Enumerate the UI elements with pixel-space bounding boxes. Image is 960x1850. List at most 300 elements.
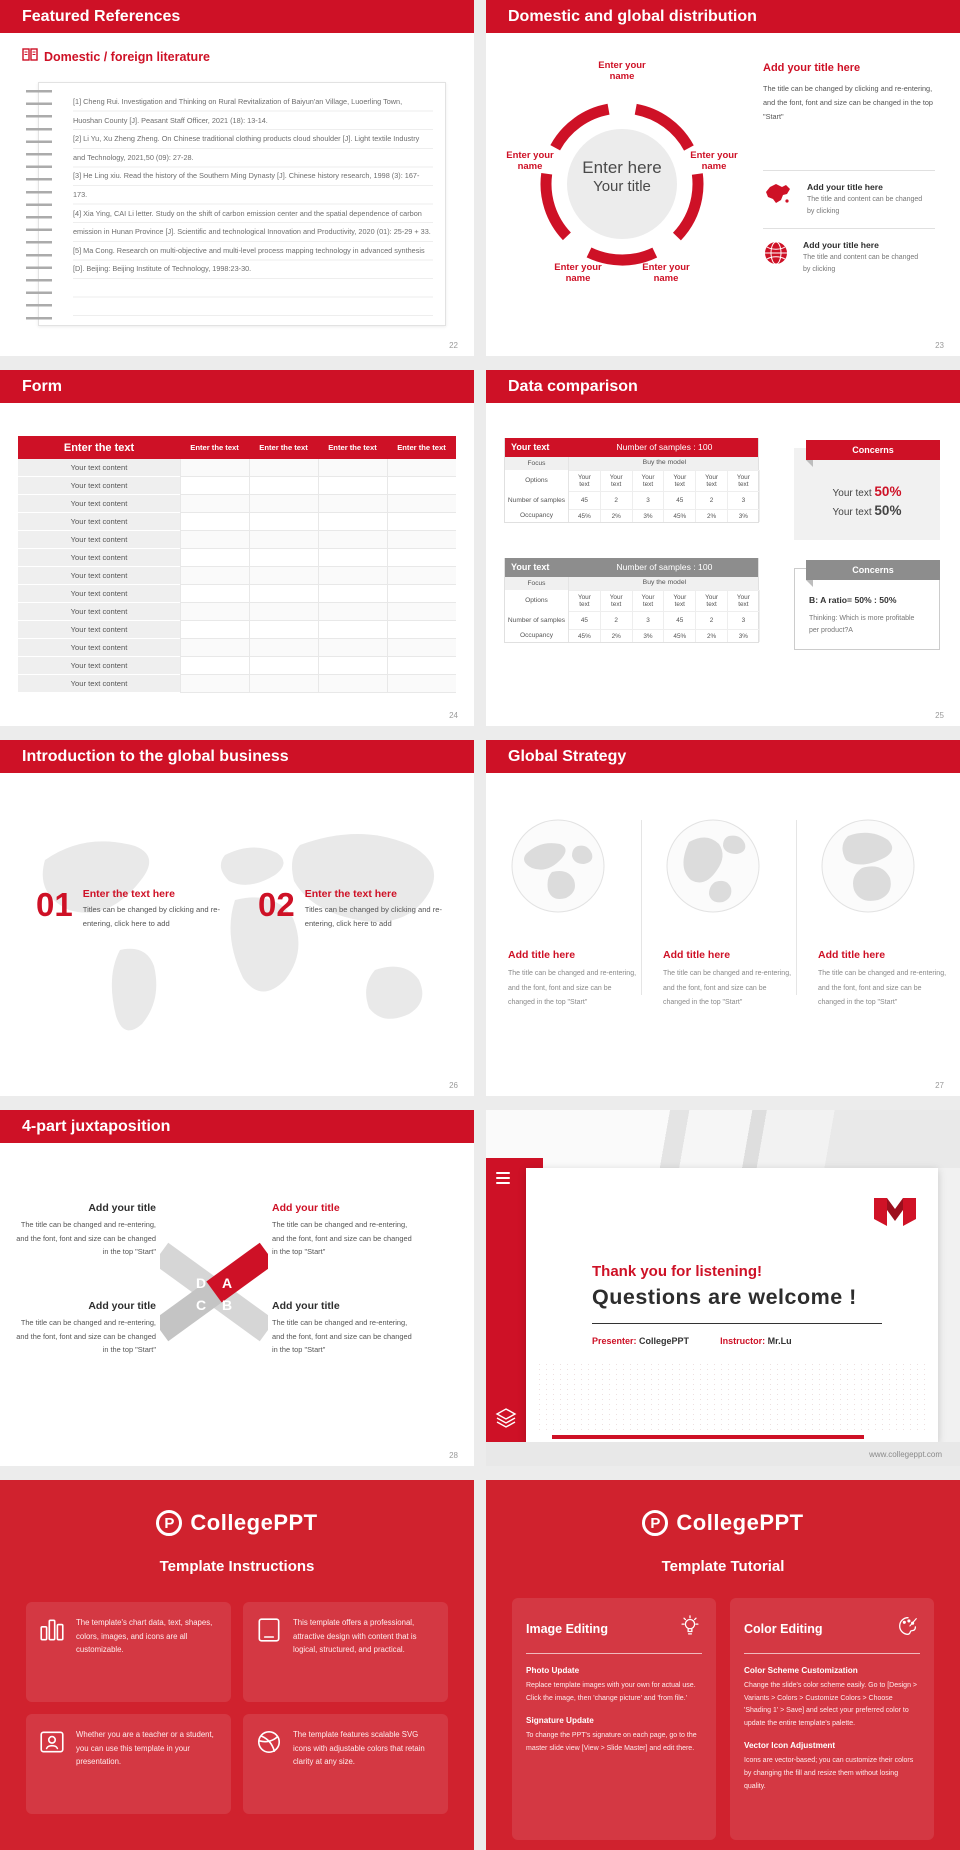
table-cell-empty: [249, 603, 318, 621]
section-body: Change the slide's color scheme easily. Go to [Design > Variants > Colors > Customize Colors > Choose 'Shading 1' > Save] and select your preferred color to update the entire template's palette.: [744, 1682, 917, 1727]
table-cell-empty: [387, 477, 456, 495]
section-body: To change the PPT's signature on each page, go to the master slide view [View > Slide Master] and edit there.: [526, 1732, 697, 1752]
svg-text:D: D: [195, 1275, 207, 1291]
table-cell-empty: [387, 531, 456, 549]
table-cell-empty: [387, 639, 456, 657]
numbered-item: [258, 888, 445, 932]
table-cell-empty: [180, 675, 249, 693]
m-logo-icon: [874, 1196, 916, 1233]
quadrant-title: Add your title: [272, 1202, 340, 1214]
quadrant-body: The title can be changed and re-entering, and the font, font and size can be changed in the top "Start": [272, 1220, 412, 1257]
column-header: Enter the text: [397, 443, 446, 452]
row-label: Focus: [505, 457, 569, 470]
hamburger-menu-icon: [496, 1172, 510, 1187]
open-book-icon: [22, 48, 38, 66]
table-cell-empty: [249, 459, 318, 477]
page-number: 23: [935, 341, 944, 350]
concerns-panel-red: [794, 440, 940, 540]
panel-body: [794, 448, 940, 540]
slide-thank-you[interactable]: [486, 1110, 960, 1466]
column-title: Add title here: [663, 949, 731, 961]
concern-text: Your text: [832, 488, 872, 499]
thinking-text: Thinking: Which is more profitable per product?A: [809, 615, 915, 634]
comparison-table-1: [504, 438, 759, 523]
row-label: Your text content: [18, 675, 180, 693]
table-cell-empty: [318, 585, 387, 603]
cell: Your text: [696, 470, 728, 491]
cell: 3%: [728, 509, 760, 522]
section-body: Replace template images with your own for actual use. Click the image, then 'change picture' and 'from file.': [526, 1682, 696, 1702]
brand-logo: [0, 1510, 474, 1536]
cell: Your text: [696, 590, 728, 611]
instructor-label: Instructor:: [720, 1336, 766, 1346]
cell: 45%: [569, 509, 601, 522]
item-body: The title and content can be changed by clicking: [803, 254, 919, 273]
cell: 45: [664, 491, 696, 509]
table-row: [505, 491, 758, 509]
row-label: Number of samples: [505, 611, 569, 629]
row-value: Buy the model: [642, 459, 687, 466]
spiral-binding-icon: [26, 87, 52, 321]
cell: 45%: [569, 629, 601, 642]
quadrant-bottom-left: [16, 1300, 156, 1357]
instruction-card: [26, 1714, 231, 1814]
card-title: Image Editing: [526, 1621, 608, 1636]
row-label: Your text content: [18, 657, 180, 675]
diagram-node-label: Enter your name: [642, 262, 690, 285]
row-label: Your text content: [18, 621, 180, 639]
concern-value: 50%: [874, 484, 902, 499]
block-body: The title can be changed by clicking and re-entering, and the font, font and size can be changed in the top "Start": [763, 84, 933, 122]
top-band: [486, 1110, 960, 1168]
table-cell-empty: [249, 513, 318, 531]
page-number: 25: [935, 711, 944, 720]
quadrant-top-left: [16, 1202, 156, 1259]
page-number: 26: [449, 1081, 458, 1090]
table-row: [18, 513, 456, 531]
table-cell-empty: [387, 621, 456, 639]
instruction-card: [243, 1602, 448, 1702]
table-cell-empty: [318, 639, 387, 657]
quadrant-title: Add your title: [88, 1300, 156, 1312]
table-cell-empty: [318, 459, 387, 477]
cell: 2%: [601, 509, 633, 522]
table-row: [18, 657, 456, 675]
table-cell-empty: [318, 513, 387, 531]
row-label: Focus: [505, 577, 569, 590]
item-number: 01: [36, 886, 73, 923]
section-subtitle: Signature Update: [526, 1716, 594, 1726]
item-title: Enter the text here: [82, 888, 175, 900]
table-cell-empty: [318, 675, 387, 693]
cell: 3%: [633, 629, 665, 642]
cell: Your text: [601, 470, 633, 491]
table-row: [18, 567, 456, 585]
card-title: Color Editing: [744, 1621, 823, 1636]
dribbble-ball-icon: [255, 1728, 283, 1800]
svg-text:B: B: [221, 1297, 233, 1313]
panel-template-tutorial: [486, 1480, 960, 1850]
concern-line: [794, 484, 940, 499]
brand-name: CollegePPT: [676, 1510, 804, 1535]
table-row: [18, 603, 456, 621]
section-subtitle: Color Scheme Customization: [744, 1666, 858, 1675]
instruction-card: [243, 1714, 448, 1814]
concerns-panel-gray: [794, 560, 940, 650]
slide-data-comparison[interactable]: [486, 370, 960, 726]
tutorial-card-image-editing: [512, 1598, 716, 1840]
row-label: Your text content: [18, 639, 180, 657]
table-name: Your text: [511, 442, 550, 452]
card-text: Whether you are a teacher or a student, you can use this template in your presentation.: [76, 1730, 214, 1767]
panel-body: [794, 568, 940, 650]
table-cell-empty: [387, 549, 456, 567]
underline-rule: [592, 1323, 882, 1324]
quadrant-top-right: [272, 1202, 412, 1259]
svg-text:C: C: [195, 1297, 207, 1313]
table-row: [18, 459, 456, 477]
table-cell-empty: [387, 585, 456, 603]
row-label: Your text content: [18, 513, 180, 531]
cell: Your text: [728, 470, 760, 491]
table-row: [18, 621, 456, 639]
slide-global-strategy[interactable]: [486, 740, 960, 1096]
slide-title: Form: [0, 370, 474, 403]
thank-you-line2: Questions are welcome !: [592, 1285, 857, 1309]
table-name: Your text: [511, 562, 550, 572]
table-cell-empty: [318, 477, 387, 495]
column-header: Enter the text: [190, 443, 239, 452]
row-label: Number of samples: [505, 491, 569, 509]
cell: Your text: [664, 470, 696, 491]
globe-icon: [508, 816, 608, 916]
table-cell-empty: [249, 531, 318, 549]
slide-4-part-juxtaposition[interactable]: [0, 1110, 474, 1466]
item-title: Add your title here: [803, 240, 879, 250]
table-row: [505, 577, 758, 590]
column-title: Add title here: [818, 949, 886, 961]
notebook-panel: [38, 82, 446, 326]
cell: 45: [664, 611, 696, 629]
instruction-cards: [26, 1602, 448, 1814]
quadrant-body: The title can be changed and re-entering, and the font, font and size can be changed in the top "Start": [272, 1318, 412, 1355]
table-cell-empty: [180, 477, 249, 495]
list-item: [763, 182, 941, 218]
table-cell-empty: [249, 549, 318, 567]
table-cell-empty: [249, 567, 318, 585]
slide-title: Featured References: [0, 0, 474, 33]
tutorial-cards: [512, 1598, 934, 1840]
column-body: The title can be changed and re-entering, and the font, font and size can be changed in the top "Start": [818, 970, 947, 1007]
presenter-name: CollegePPT: [639, 1336, 690, 1346]
circle-p-logo-icon: P: [156, 1510, 182, 1536]
panel-heading: Template Tutorial: [661, 1558, 785, 1575]
china-map-icon: [763, 182, 793, 218]
reference-item: [3] He Ling xiu. Read the history of the Southern Ming Dynasty [J]. Chinese history research, 1998 (3): 167-173.: [73, 171, 420, 199]
table-cell-empty: [249, 495, 318, 513]
item-body: Titles can be changed by clicking and re-entering, click here to add: [304, 905, 443, 929]
cell: 2: [601, 491, 633, 509]
item-body: Titles can be changed by clicking and re-entering, click here to add: [82, 905, 221, 929]
cell: 2: [696, 611, 728, 629]
table-cell-empty: [180, 657, 249, 675]
slide-title: 4-part juxtaposition: [0, 1110, 474, 1143]
table-row: [18, 531, 456, 549]
table-cell-empty: [387, 675, 456, 693]
tutorial-card-color-editing: [730, 1598, 934, 1840]
row-label: Occupancy: [505, 629, 569, 642]
quadrant-body: The title can be changed and re-entering, and the font, font and size can be changed in the top "Start": [16, 1318, 156, 1355]
slide-title: Data comparison: [486, 370, 960, 403]
numbered-item: [36, 888, 223, 932]
table-cell-empty: [318, 621, 387, 639]
table-cell-empty: [180, 531, 249, 549]
brand-logo: [486, 1510, 960, 1536]
table-row: [505, 611, 758, 629]
palette-icon: [896, 1614, 920, 1643]
cell: Your text: [569, 590, 601, 611]
row-label: Occupancy: [505, 509, 569, 522]
x-ribbon-diagram: [160, 1238, 268, 1346]
page-number: 27: [935, 1081, 944, 1090]
table-cell-empty: [249, 639, 318, 657]
page-number: 22: [449, 341, 458, 350]
table-cell-empty: [180, 567, 249, 585]
cell: 3: [728, 611, 760, 629]
row-label: Options: [505, 470, 569, 491]
row-label: Your text content: [18, 477, 180, 495]
divider: [763, 228, 935, 229]
cell: Your text: [633, 590, 665, 611]
table-header-row: [18, 436, 456, 459]
item-number: 02: [258, 886, 295, 923]
lightbulb-icon: [678, 1614, 702, 1643]
table-cell-empty: [318, 531, 387, 549]
thank-you-line1: Thank you for listening!: [592, 1263, 763, 1280]
row-label: Your text content: [18, 531, 180, 549]
strategy-column: [818, 816, 948, 1011]
reference-list: [73, 93, 433, 319]
right-title-block: [763, 62, 943, 125]
table-cell-empty: [387, 513, 456, 531]
divider: [796, 820, 797, 995]
row-label: Your text content: [18, 603, 180, 621]
table-row: [18, 639, 456, 657]
panel-template-instructions: [0, 1480, 474, 1850]
slide-title: Introduction to the global business: [0, 740, 474, 773]
svg-text:A: A: [221, 1275, 233, 1291]
cell: 3%: [633, 509, 665, 522]
circular-diagram: [506, 52, 738, 304]
slide-form[interactable]: [0, 370, 474, 726]
person-card-icon: [38, 1728, 66, 1800]
card-text: This template offers a professional, attractive design with content that is logical, structured, and practical.: [293, 1618, 417, 1655]
row-label: Your text content: [18, 585, 180, 603]
cell: 2: [601, 611, 633, 629]
cell: Your text: [601, 590, 633, 611]
diagram-node-label: Enter your name: [506, 150, 554, 173]
cell: Your text: [633, 470, 665, 491]
concern-line: [794, 503, 940, 518]
table-cell-empty: [180, 513, 249, 531]
table-cell-empty: [180, 549, 249, 567]
table-row: [18, 477, 456, 495]
dotted-grid-decoration: [536, 1362, 928, 1434]
row-label: Your text content: [18, 549, 180, 567]
table-cell-empty: [180, 621, 249, 639]
slide-featured-references[interactable]: [0, 0, 474, 356]
samples-label: Number of samples : 100: [616, 442, 713, 452]
ribbon-title: Concerns: [806, 560, 940, 580]
cell: 45: [569, 491, 601, 509]
table-row: [505, 629, 758, 642]
section-subtitle: Vector Icon Adjustment: [744, 1741, 836, 1751]
quadrant-title: Add your title: [88, 1202, 156, 1214]
reference-item: [1] Cheng Rui. Investigation and Thinking on Rural Revitalization of Baiyun'an Village, Luoerling Town, Huoshan County [J]. Peasant Staff Officer, 2021 (18): 13-14.: [73, 97, 403, 125]
section-body: Icons are vector-based; you can customize their colors by changing the fill and resize them without losing quality.: [744, 1757, 914, 1790]
slide-global-business[interactable]: [0, 740, 474, 1096]
cell: 2%: [601, 629, 633, 642]
table-cell-empty: [318, 657, 387, 675]
cell: 45%: [664, 509, 696, 522]
cell: 3: [633, 611, 665, 629]
brand-name: CollegePPT: [190, 1510, 318, 1535]
column-body: The title can be changed and re-entering, and the font, font and size can be changed in the top "Start": [663, 970, 792, 1007]
block-title: Add your title here: [763, 62, 861, 74]
red-accent-bar: [552, 1435, 864, 1439]
panel-heading: Template Instructions: [159, 1558, 315, 1575]
globe-icon: [763, 240, 789, 276]
item-title: Enter the text here: [304, 888, 397, 900]
reference-item: [2] Li Yu, Xu Zheng Zheng. On Chinese traditional clothing products cloud shoulder [J]. Light textile Industry and Technology, 2021,50 (09): 27-28.: [73, 134, 420, 162]
form-table: [18, 436, 456, 693]
page-number: 24: [449, 711, 458, 720]
quadrant-bottom-right: [272, 1300, 412, 1357]
ratio-text: B: A ratio= 50% : 50%: [809, 595, 897, 605]
quadrant-body: The title can be changed and re-entering, and the font, font and size can be changed in the top "Start": [16, 1220, 156, 1257]
table-row: [18, 585, 456, 603]
cell: 45: [569, 611, 601, 629]
table-cell-empty: [318, 567, 387, 585]
column-header: Enter the text: [328, 443, 377, 452]
row-label: Your text content: [18, 495, 180, 513]
layers-icon: [495, 1408, 517, 1433]
item-title: Add your title here: [807, 182, 883, 192]
table-cell-empty: [180, 603, 249, 621]
table-row: [18, 675, 456, 693]
table-cell-empty: [249, 657, 318, 675]
table-header-row: [505, 438, 758, 457]
cell: 2%: [696, 629, 728, 642]
divider: [526, 1653, 702, 1654]
divider: [763, 170, 935, 171]
tablet-icon: [255, 1616, 283, 1688]
circle-p-logo-icon: P: [642, 1510, 668, 1536]
table-cell-empty: [387, 567, 456, 585]
slide-title: Global Strategy: [486, 740, 960, 773]
table-cell-empty: [180, 639, 249, 657]
divider: [744, 1653, 920, 1654]
cell: Your text: [728, 590, 760, 611]
column-header: Enter the text: [63, 441, 135, 454]
comparison-table-2: [504, 558, 759, 643]
reference-item: [5] Ma Cong. Research on multi-objective and multi-level process mapping technology in advanced synthesis [D]. Beijing: Beijing Institute of Technology, 1998:23-30.: [73, 245, 425, 274]
presenter-line: [592, 1336, 792, 1346]
cell: 2%: [696, 509, 728, 522]
cell: 3: [728, 491, 760, 509]
section-title: Domestic / foreign literature: [44, 50, 211, 64]
table-cell-empty: [318, 549, 387, 567]
center-line2: Your title: [593, 178, 651, 195]
table-cell-empty: [249, 621, 318, 639]
cell: Your text: [664, 590, 696, 611]
section-subtitle: Photo Update: [526, 1666, 580, 1675]
cell: 3: [633, 491, 665, 509]
table-header-row: [505, 558, 758, 577]
table-cell-empty: [249, 585, 318, 603]
row-label: Options: [505, 590, 569, 611]
card-text: The template features scalable SVG icons with adjustable colors that retain clarity at any size.: [293, 1730, 425, 1767]
item-body: The title and content can be changed by clicking: [807, 196, 923, 215]
slide-title: Domestic and global distribution: [486, 0, 960, 33]
list-item: [763, 240, 941, 276]
center-line1: Enter here: [582, 158, 662, 177]
divider: [641, 820, 642, 995]
table-cell-empty: [387, 459, 456, 477]
card-text: The template's chart data, text, shapes, colors, images, and icons are all customizable.: [76, 1618, 213, 1655]
diagram-center-text: [552, 158, 692, 195]
table-cell-empty: [387, 603, 456, 621]
instructor-name: Mr.Lu: [767, 1336, 792, 1346]
ribbon-fold: [806, 460, 813, 467]
instruction-card: [26, 1602, 231, 1702]
table-row: [18, 549, 456, 567]
table-cell-empty: [180, 459, 249, 477]
x-ribbon-icon: [160, 1238, 268, 1346]
table-cell-empty: [249, 477, 318, 495]
concern-value: 50%: [874, 503, 902, 518]
table-cell-empty: [180, 495, 249, 513]
globe-icon: [663, 816, 763, 916]
cell: 3%: [728, 629, 760, 642]
slide-domestic-global-distribution[interactable]: [486, 0, 960, 356]
table-row: [18, 495, 456, 513]
strategy-column: [663, 816, 793, 1011]
ribbon-fold: [806, 580, 813, 587]
diagram-node-label: Enter your name: [598, 60, 646, 83]
table-row: [505, 509, 758, 522]
column-header: Enter the text: [259, 443, 308, 452]
page-number: 28: [449, 1451, 458, 1460]
column-body: The title can be changed and re-entering, and the font, font and size can be changed in the top "Start": [508, 970, 637, 1007]
cell: Your text: [569, 470, 601, 491]
reference-item: [4] Xia Ying, CAI Li letter. Study on the shift of carbon emission center and the spatial dependence of carbon emission in Hunan Province [J]. Scientific and technological Innovation and Productivity, 2020 (01): 25-29 + 33.: [73, 208, 431, 237]
strategy-column: [508, 816, 638, 1011]
row-value: Buy the model: [642, 579, 687, 586]
table-cell-empty: [318, 495, 387, 513]
table-cell-empty: [249, 675, 318, 693]
section-heading: [22, 48, 210, 66]
table-cell-empty: [387, 657, 456, 675]
concern-text: Your text: [832, 507, 872, 518]
quadrant-title: Add your title: [272, 1300, 340, 1312]
samples-label: Number of samples : 100: [616, 562, 713, 572]
table-cell-empty: [387, 495, 456, 513]
table-cell-empty: [318, 603, 387, 621]
table-row: [505, 590, 758, 611]
row-label: Your text content: [18, 567, 180, 585]
presenter-label: Presenter:: [592, 1336, 637, 1346]
